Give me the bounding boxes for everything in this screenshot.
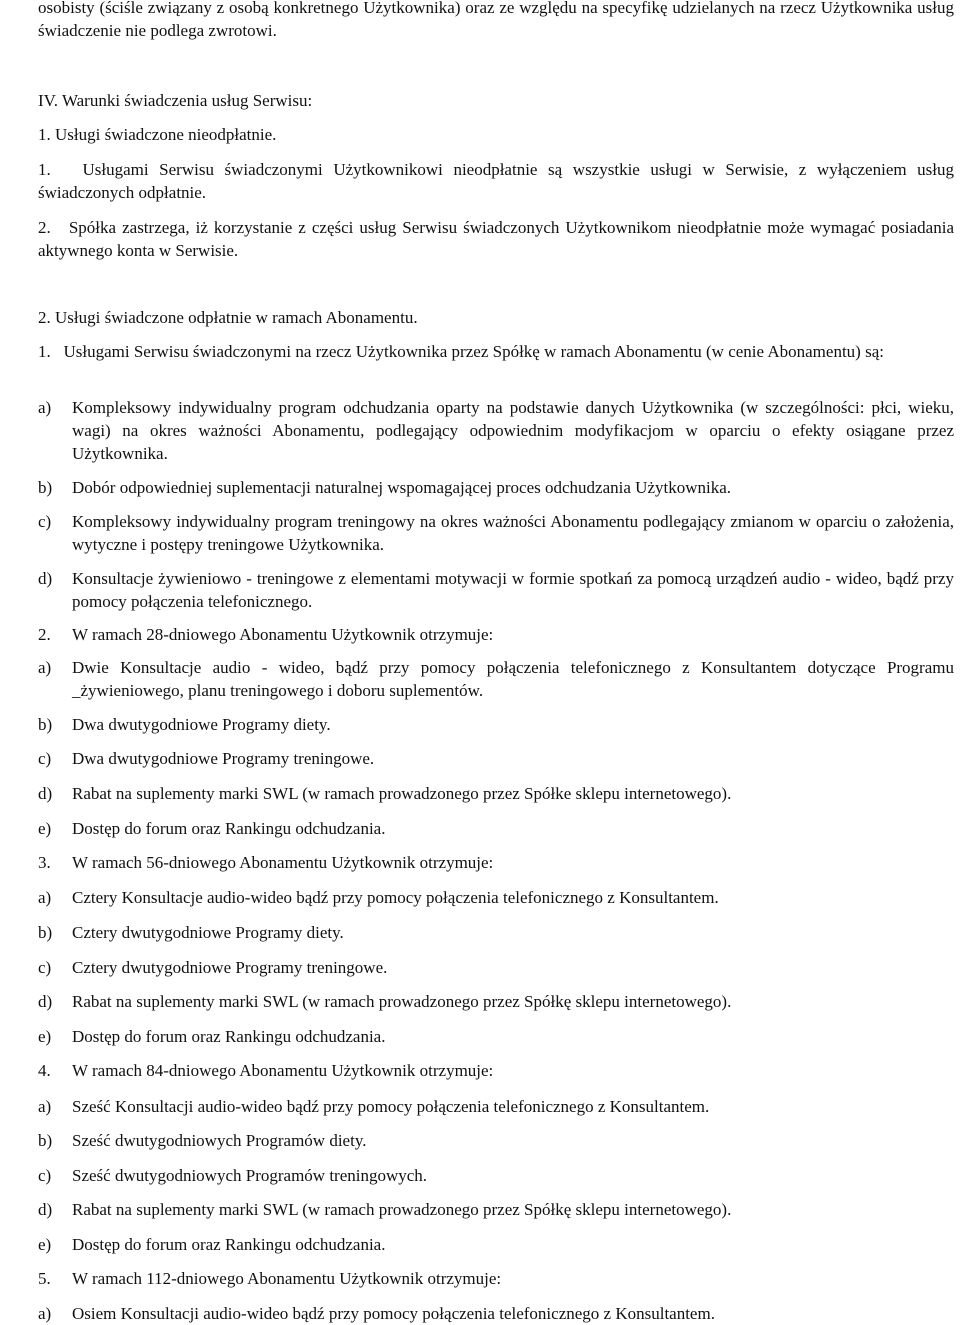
list-text: Sześć dwutygodniowych Programów diety. [72, 1131, 367, 1150]
abonament-112-item-a [38, 1302, 954, 1325]
list-text: Sześć Konsultacji audio-wideo bądź przy pomocy połączenia telefonicznego z Konsultantem. [72, 1097, 710, 1116]
subsection-2-heading: 2. Usługi świadczone odpłatnie w ramach Abonamentu. [38, 308, 418, 327]
list-text: Dwie Konsultacje audio - wideo, bądź przy pomocy połączenia telefonicznego z Konsultantem dotyczące Programu _żywieniowego, planu treningowego i doboru suplementów. [72, 658, 954, 700]
list-label: c) [38, 749, 52, 768]
abonament-84-item-e [38, 1233, 954, 1256]
abonament-112-heading [38, 1267, 954, 1290]
item-number: 3. [38, 853, 51, 872]
item-number: 1. [38, 342, 51, 361]
item-number: 4. [38, 1061, 51, 1080]
subsection-1-item-2 [38, 216, 954, 262]
list-label: b) [38, 478, 53, 497]
list-text: Dwa dwutygodniowe Programy diety. [72, 715, 331, 734]
list-label: b) [38, 923, 53, 942]
item-text: W ramach 28-dniowego Abonamentu Użytkownik otrzymuje: [72, 625, 494, 644]
list-text: Rabat na suplementy marki SWL (w ramach prowadzonego przez Spółkę sklepu internetowego). [72, 1200, 732, 1219]
abonament-56-item-a [38, 886, 954, 909]
intro-paragraph: osobisty (ściśle związany z osobą konkretnego Użytkownika) oraz ze względu na specyfikę udzielanych na rzecz Użytkownika usług świadczenie nie podlega zwrotowi. [38, 0, 954, 40]
list-label: a) [38, 398, 52, 417]
subsection-1-heading: 1. Usługi świadczone nieodpłatnie. [38, 125, 277, 144]
section-iv-heading: IV. Warunki świadczenia usług Serwisu: [38, 91, 313, 110]
abonament-28-heading [38, 623, 954, 646]
abonament-84-heading [38, 1059, 954, 1082]
list-label: c) [38, 512, 52, 531]
list-label: d) [38, 784, 53, 803]
list-text: Dobór odpowiedniej suplementacji naturalnej wspomagającej proces odchudzania Użytkownika. [72, 478, 732, 497]
abonament-56-item-d [38, 990, 954, 1013]
list-text: Dostęp do forum oraz Rankingu odchudzania. [72, 1235, 386, 1254]
list-label: a) [38, 1097, 52, 1116]
list-label: d) [38, 569, 53, 588]
abonament-84-item-a [38, 1095, 954, 1118]
list-label: b) [38, 1131, 53, 1150]
subsection-1-item-1 [38, 158, 954, 204]
list-text: Dostęp do forum oraz Rankingu odchudzania. [72, 1027, 386, 1046]
list-label: d) [38, 992, 53, 1011]
list-text: Osiem Konsultacji audio-wideo bądź przy pomocy połączenia telefonicznego z Konsultantem. [72, 1304, 715, 1323]
item-number: 5. [38, 1269, 51, 1288]
list-label: c) [38, 1166, 52, 1185]
list-text: Cztery dwutygodniowe Programy treningowe. [72, 958, 388, 977]
abonament-28-item-c [38, 747, 954, 770]
list-label: d) [38, 1200, 53, 1219]
list-label: a) [38, 888, 52, 907]
list-text: Konsultacje żywieniowo - treningowe z elementami motywacji w formie spotkań za pomocą urządzeń audio - wideo, bądź przy pomocy połączenia telefonicznego. [72, 569, 954, 611]
abonament-56-heading [38, 851, 954, 874]
item-text: W ramach 84-dniowego Abonamentu Użytkownik otrzymuje: [72, 1061, 494, 1080]
item-text: Usługami Serwisu świadczonymi na rzecz Użytkownika przez Spółkę w ramach Abonamentu (w cenie Abonamentu) są: [63, 342, 884, 361]
abonament-84-item-d [38, 1198, 954, 1221]
list-text: Kompleksowy indywidualny program treningowy na okres ważności Abonamentu podlegający zmianom w oparciu o założenia, wytyczne i postępy treningowe Użytkownika. [72, 512, 954, 554]
list-label: e) [38, 1027, 52, 1046]
item-text: Usługami Serwisu świadczonymi Użytkownikowi nieodpłatnie są wszystkie usługi w Serwisie, z wyłączeniem usług świadczonych odpłatnie. [38, 160, 955, 202]
abonament-56-item-c [38, 956, 954, 979]
list-item-d [38, 567, 954, 613]
item-text: Spółka zastrzega, iż korzystanie z części usług Serwisu świadczonych Użytkownikom nieodpłatnie może wymagać posiadania aktywnego konta w Serwisie. [38, 218, 954, 260]
abonament-84-item-b [38, 1129, 954, 1152]
list-text: Cztery Konsultacje audio-wideo bądź przy pomocy połączenia telefonicznego z Konsultantem. [72, 888, 719, 907]
abonament-84-item-c [38, 1164, 954, 1187]
list-text: Dostęp do forum oraz Rankingu odchudzania. [72, 819, 386, 838]
list-text: Dwa dwutygodniowe Programy treningowe. [72, 749, 375, 768]
list-label: c) [38, 958, 52, 977]
item-text: W ramach 112-dniowego Abonamentu Użytkownik otrzymuje: [72, 1269, 502, 1288]
list-text: Rabat na suplementy marki SWL (w ramach prowadzonego przez Spółke sklepu internetowego). [72, 784, 732, 803]
list-item-a [38, 396, 954, 465]
abonament-28-item-a [38, 656, 954, 702]
list-item-c [38, 510, 954, 556]
item-number: 2. [38, 625, 51, 644]
abonament-28-item-d [38, 782, 954, 805]
list-label: b) [38, 715, 53, 734]
list-item-b [38, 476, 954, 499]
abonament-56-item-e [38, 1025, 954, 1048]
abonament-28-item-e [38, 817, 954, 840]
list-text: Kompleksowy indywidualny program odchudzania oparty na podstawie danych Użytkownika (w szczególności: płci, wieku, wagi) na okres ważności Abonamentu, podlegający odpowiednim modyfikacjom w oparciu o efekty osiągane przez Użytkownika. [72, 398, 954, 463]
list-text: Rabat na suplementy marki SWL (w ramach prowadzonego przez Spółkę sklepu internetowego). [72, 992, 732, 1011]
list-label: e) [38, 819, 52, 838]
list-text: Cztery dwutygodniowe Programy diety. [72, 923, 344, 942]
item-text: W ramach 56-dniowego Abonamentu Użytkownik otrzymuje: [72, 853, 494, 872]
item-number: 1. [38, 160, 51, 179]
abonament-28-item-b [38, 713, 954, 736]
item-number: 2. [38, 218, 51, 237]
list-text: Sześć dwutygodniowych Programów treningowych. [72, 1166, 428, 1185]
list-label: a) [38, 658, 52, 677]
list-label: e) [38, 1235, 52, 1254]
subsection-2-paragraph-1 [38, 340, 954, 363]
list-label: a) [38, 1304, 52, 1323]
abonament-56-item-b [38, 921, 954, 944]
